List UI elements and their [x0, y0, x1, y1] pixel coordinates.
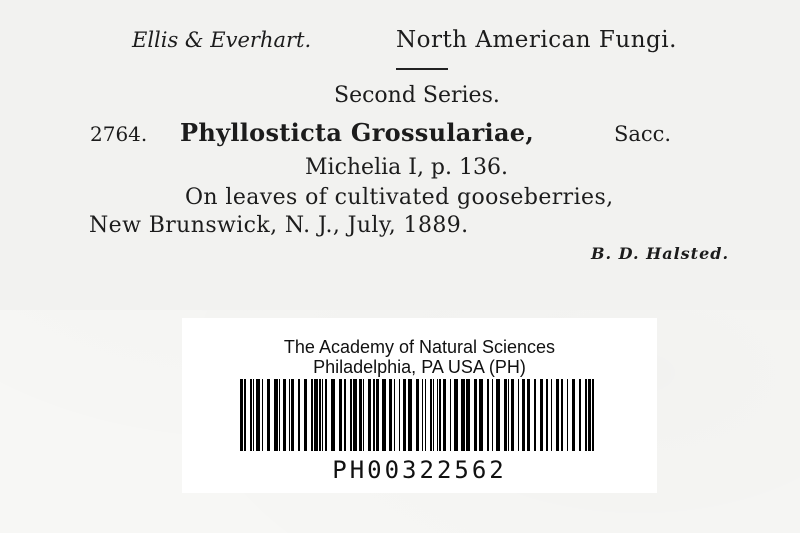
- barcode-bar: [250, 379, 252, 451]
- barcode-bar: [314, 379, 318, 451]
- barcode-bar: [363, 379, 364, 451]
- label-divider: [396, 68, 448, 70]
- barcode-bar: [291, 379, 294, 451]
- barcode-bar: [496, 379, 500, 451]
- barcode-bar: [283, 379, 286, 451]
- institution-name: The Academy of Natural Sciences: [283, 337, 556, 357]
- barcode-bar: [322, 379, 323, 451]
- barcode-bar: [267, 379, 270, 451]
- barcode-bar: [425, 379, 426, 451]
- barcode-bar: [474, 379, 477, 451]
- barcode-bar: [399, 379, 400, 451]
- barcode-bar: [279, 379, 280, 451]
- barcode-bar: [373, 379, 375, 451]
- barcode-bar: [454, 379, 458, 451]
- barcode-bar: [416, 379, 419, 451]
- label-locality: New Brunswick, N. J., July, 1889.: [89, 213, 469, 238]
- barcode-bar: [359, 379, 362, 451]
- barcode-bar: [403, 379, 406, 451]
- institution-place: Philadelphia, PA USA (PH): [313, 357, 526, 377]
- label-subseries: Second Series.: [334, 83, 500, 108]
- barcode-bar: [422, 379, 423, 451]
- label-number: 2764.: [90, 122, 148, 146]
- barcode-bar: [439, 379, 441, 451]
- barcode-label: [182, 318, 657, 493]
- barcode-bar: [274, 379, 278, 451]
- barcode-bar: [331, 379, 335, 451]
- barcode-bar: [408, 379, 412, 451]
- barcode-bar: [511, 379, 514, 451]
- barcode-bar: [527, 379, 530, 451]
- barcode-bar: [546, 379, 548, 451]
- barcode-bar: [461, 379, 465, 451]
- barcode-bar: [244, 379, 246, 451]
- barcode-bar: [518, 379, 519, 451]
- barcode-bar: [339, 379, 342, 451]
- barcode-bar: [389, 379, 392, 451]
- barcode-bar: [508, 379, 509, 451]
- label-collector: B. D. Halsted.: [591, 244, 730, 263]
- barcode-bar: [437, 379, 438, 451]
- barcode-bar: [311, 379, 313, 451]
- barcode-bar: [443, 379, 446, 451]
- label-series-title: North American Fungi.: [396, 27, 677, 53]
- barcode-bar: [522, 379, 525, 451]
- barcode-number: PH00322562: [332, 456, 507, 484]
- barcode-bar: [394, 379, 395, 451]
- label-citation: Michelia I, p. 136.: [305, 155, 508, 180]
- barcode-bar: [466, 379, 470, 451]
- barcode-graphic: [240, 379, 598, 451]
- barcode-bar: [253, 379, 254, 451]
- barcode-bar: [540, 379, 543, 451]
- barcode-bar: [487, 379, 489, 451]
- barcode-bar: [450, 379, 451, 451]
- barcode-bar: [240, 379, 243, 451]
- barcode-bar: [572, 379, 575, 451]
- barcode-bar: [368, 379, 371, 451]
- barcode-bar: [298, 379, 300, 451]
- barcode-bar: [344, 379, 346, 451]
- barcode-bar: [382, 379, 386, 451]
- barcode-bar: [556, 379, 559, 451]
- barcode-bar: [551, 379, 552, 451]
- label-authority: Sacc.: [614, 122, 672, 146]
- barcode-bar: [433, 379, 434, 451]
- barcode-bar: [430, 379, 432, 451]
- barcode-bar: [479, 379, 483, 451]
- label-host: On leaves of cultivated gooseberries,: [185, 185, 614, 210]
- barcode-bar: [304, 379, 307, 451]
- barcode-bar: [579, 379, 581, 451]
- barcode-bar: [353, 379, 357, 451]
- barcode-bar: [504, 379, 507, 451]
- barcode-bar: [561, 379, 563, 451]
- barcode-bar: [256, 379, 260, 451]
- barcode-bar: [592, 379, 594, 451]
- label-authors: Ellis & Everhart.: [132, 28, 312, 52]
- barcode-bar: [325, 379, 327, 451]
- barcode-bar: [350, 379, 352, 451]
- barcode-bar: [376, 379, 379, 451]
- barcode-bar: [588, 379, 591, 451]
- barcode-bar: [289, 379, 290, 451]
- label-species: Phyllosticta Grossulariae,: [180, 118, 535, 147]
- barcode-bar: [492, 379, 493, 451]
- barcode-bar: [585, 379, 587, 451]
- barcode-bar: [262, 379, 263, 451]
- barcode-bar: [567, 379, 568, 451]
- barcode-bar: [534, 379, 536, 451]
- barcode-bar: [319, 379, 321, 451]
